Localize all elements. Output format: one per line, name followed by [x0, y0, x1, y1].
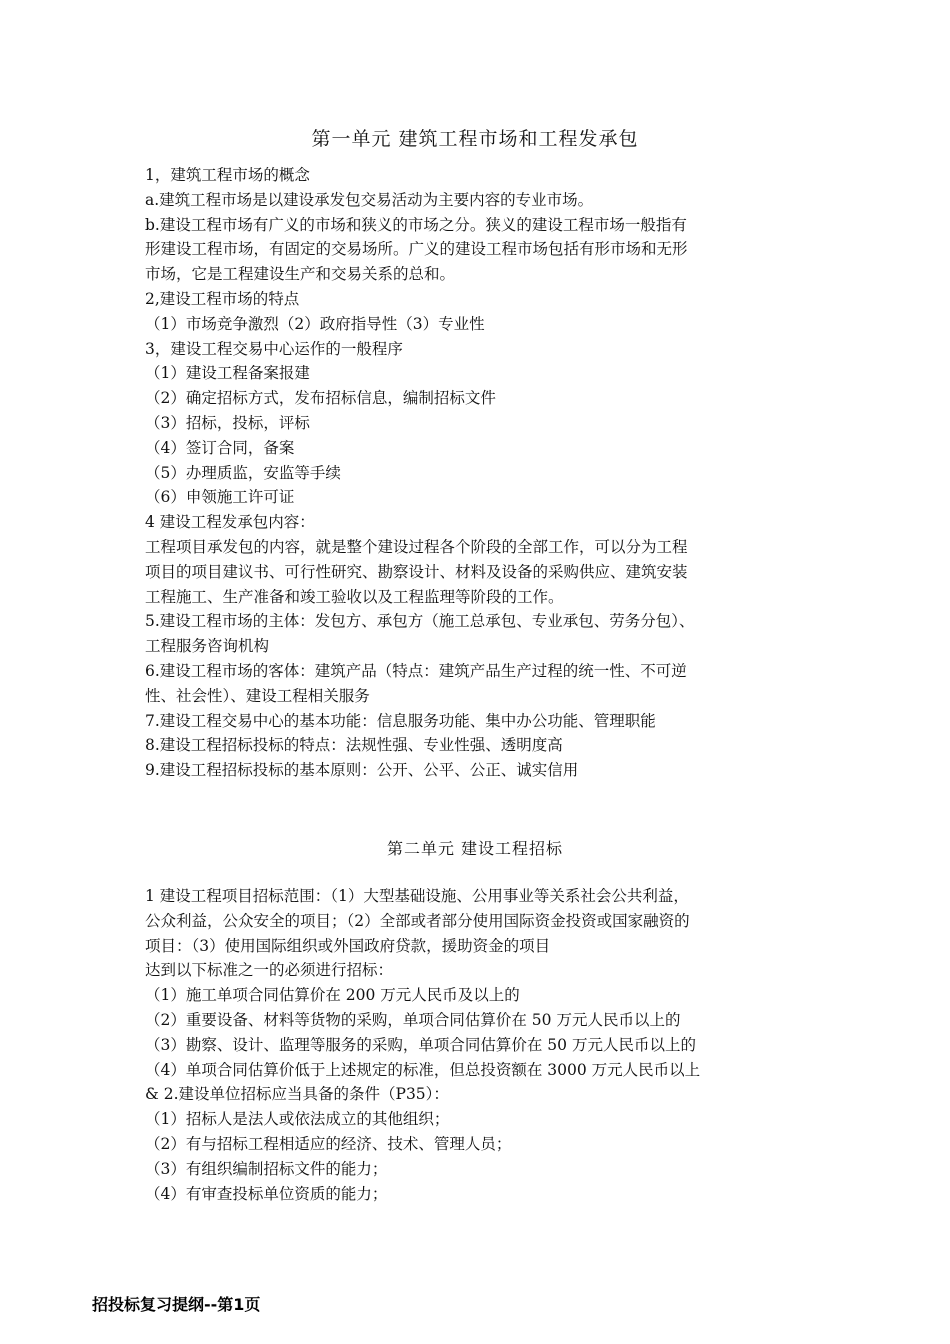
- unit1-line: a.建筑工程市场是以建设承发包交易活动为主要内容的专业市场。: [145, 190, 594, 209]
- unit1-title: 第一单元 建筑工程市场和工程发承包: [311, 128, 639, 150]
- unit1-line: 形建设工程市场，有固定的交易场所。广义的建设工程市场包括有形市场和无形: [145, 240, 688, 259]
- unit1-line: 8.建设工程招标投标的特点：法规性强、专业性强、透明度高: [145, 736, 563, 755]
- unit1-line: （3）招标，投标，评标: [145, 413, 310, 432]
- unit1-line: 工程施工、生产准备和竣工验收以及工程监理等阶段的工作。: [145, 587, 564, 606]
- unit2-line: 项目：（3）使用国际组织或外国政府贷款，援助资金的项目: [145, 936, 551, 955]
- unit2-line: （2）有与招标工程相适应的经济、技术、管理人员；: [145, 1134, 512, 1153]
- unit2-line: （4）有审查投标单位资质的能力；: [145, 1184, 388, 1203]
- unit2-line: （3）有组织编制招标文件的能力；: [145, 1159, 388, 1178]
- unit1-line: （6）申领施工许可证: [145, 488, 295, 507]
- unit1-line: 市场，它是工程建设生产和交易关系的总和。: [145, 265, 456, 284]
- unit1-line: 性、社会性）、建设工程相关服务: [145, 686, 370, 705]
- unit1-line: （1）市场竞争激烈（2）政府指导性（3）专业性: [145, 314, 485, 333]
- unit1-line: 9.建设工程招标投标的基本原则：公开、公平、公正、诚实信用: [145, 761, 579, 780]
- unit1-line: 5.建设工程市场的主体：发包方、承包方（施工总承包、专业承包、劳务分包）、: [145, 612, 695, 631]
- unit2-line: （3）勘察、设计、监理等服务的采购，单项合同估算价在 50 万元人民币以上的: [145, 1035, 696, 1054]
- unit2-line: （1）施工单项合同估算价在 200 万元人民币及以上的: [145, 986, 520, 1005]
- unit2-line: （4）单项合同估算价低于上述规定的标准，但总投资额在 3000 万元人民币以上: [145, 1060, 701, 1079]
- unit1-line: b.建设工程市场有广义的市场和狭义的市场之分。狭义的建设工程市场一般指有: [145, 215, 687, 234]
- unit1-line: 2,建设工程市场的特点: [145, 289, 300, 308]
- unit2-line: 达到以下标准之一的必须进行招标：: [145, 961, 394, 980]
- unit1-line: 项目的项目建议书、可行性研究、勘察设计、材料及设备的采购供应、建筑安装: [145, 562, 688, 581]
- unit1-line: 6.建设工程市场的客体：建筑产品（特点：建筑产品生产过程的统一性、不可逆: [145, 661, 687, 680]
- unit1-line: 工程服务咨询机构: [145, 637, 270, 656]
- unit2-line: （2）重要设备、材料等货物的采购，单项合同估算价在 50 万元人民币以上的: [145, 1010, 681, 1029]
- unit1-line: （2）确定招标方式，发布招标信息，编制招标文件: [145, 389, 496, 408]
- unit1-line: 3，建设工程交易中心运作的一般程序: [145, 339, 403, 358]
- unit1-line: （4）签订合同，备案: [145, 438, 295, 457]
- unit2-line: 公众利益，公众安全的项目；（2）全部或者部分使用国际资金投资或国家融资的: [145, 911, 690, 930]
- unit1-line: 工程项目承发包的内容，就是整个建设过程各个阶段的全部工作，可以分为工程: [145, 537, 688, 556]
- unit2-body: [145, 884, 813, 1206]
- unit2-title: 第二单元 建设工程招标: [386, 839, 564, 858]
- unit1-line: 1，建筑工程市场的概念: [145, 166, 310, 184]
- unit2-line: & 2.建设单位招标应当具备的条件（P35）：: [145, 1085, 449, 1104]
- unit1-line: 4 建设工程发承包内容：: [145, 513, 315, 532]
- unit2-line: （1）招标人是法人或依法成立的其他组织；: [145, 1110, 450, 1129]
- unit1-body: [145, 163, 813, 783]
- unit1-line: 7.建设工程交易中心的基本功能：信息服务功能、集中办公功能、管理职能: [145, 711, 656, 730]
- unit1-line: （1）建设工程备案报建: [145, 364, 310, 383]
- unit2-line: 1 建设工程项目招标范围：（1）大型基础设施、公用事业等关系社会公共利益，: [145, 887, 689, 905]
- page-footer: 招投标复习提纲--第1页: [92, 1295, 261, 1314]
- unit1-line: （5）办理质监，安监等手续: [145, 463, 341, 482]
